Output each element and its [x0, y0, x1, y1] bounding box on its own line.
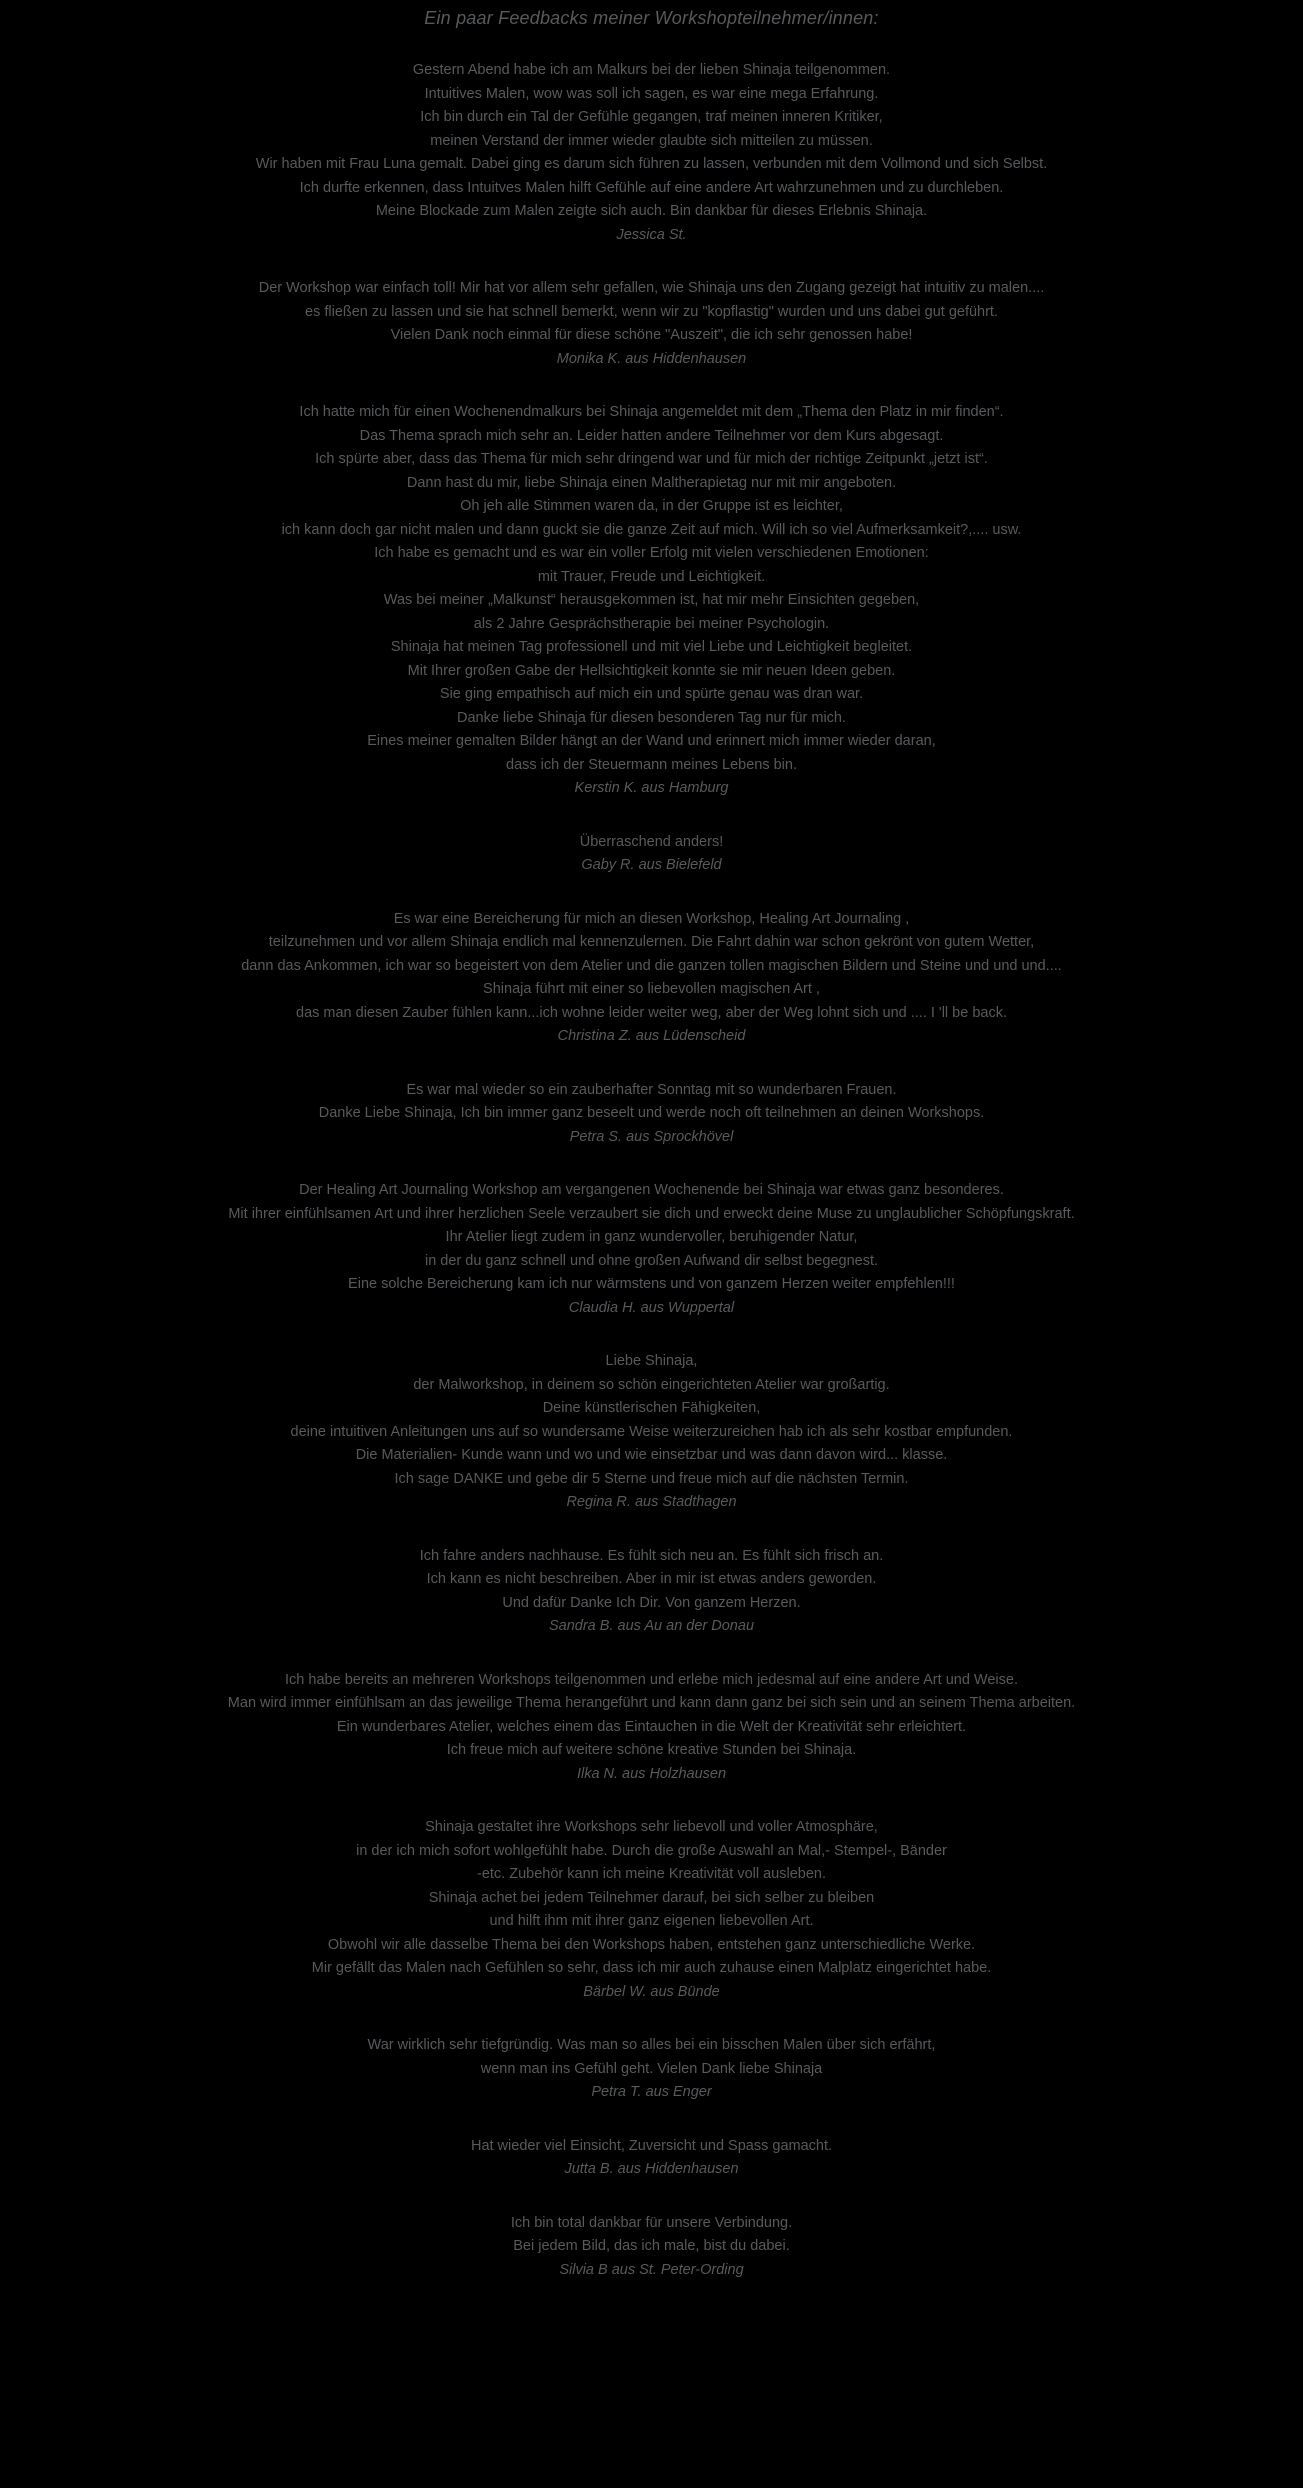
- testimonial-line: Ich habe bereits an mehreren Workshops teilgenommen und erlebe mich jedesmal auf eine andere Art und Weise.: [285, 1671, 1018, 1688]
- testimonial-line: als 2 Jahre Gesprächstherapie bei meiner Psychologin.: [473, 615, 830, 632]
- testimonial-line: Shinaja hat meinen Tag professionell und mit viel Liebe und Leichtigkeit begleitet.: [390, 639, 913, 655]
- testimonial-line: Ich bin durch ein Tal der Gefühle gegangen, traf meinen inneren Kritiker,: [420, 109, 883, 125]
- testimonial-line: Dann hast du mir, liebe Shinaja einen Maltherapietag nur mit mir angeboten.: [406, 474, 897, 491]
- testimonial-line: Mir gefällt das Malen nach Gefühlen so sehr, dass ich mir auch zuhause einen Malplatz eingerichtet habe.: [311, 1960, 992, 1976]
- testimonial-line: Vielen Dank noch einmal für diese schöne "Auszeit", die ich sehr genossen habe!: [390, 327, 913, 343]
- testimonial-line: ich kann doch gar nicht malen und dann guckt sie die ganze Zeit auf mich. Will ich so viel Aufmerksamkeit?,.... usw.: [281, 521, 1022, 538]
- testimonial-line: Und dafür Danke Ich Dir. Von ganzem Herzen.: [502, 1594, 801, 1611]
- testimonial-author: Sandra B. aus Au an der Donau: [548, 1618, 755, 1634]
- testimonial-line: Ich sage DANKE und gebe dir 5 Sterne und freue mich auf die nächsten Termin.: [394, 1470, 909, 1487]
- testimonial-gaby-r: [8, 831, 1295, 878]
- testimonial-line: Danke Liebe Shinaja, Ich bin immer ganz beseelt und werde noch oft teilnehmen an deinen Workshops.: [318, 1105, 985, 1121]
- testimonial-line: Hat wieder viel Einsicht, Zuversicht und Spass gamacht.: [470, 2137, 833, 2154]
- testimonial-line: Man wird immer einfühlsam an das jeweilige Thema herangeführt und kann dann ganz bei sich sein und an seinem Thema arbeiten.: [227, 1695, 1076, 1711]
- testimonial-line: Liebe Shinaja,: [605, 1353, 698, 1369]
- testimonial-regina-r: [8, 1350, 1295, 1515]
- testimonial-line: Meine Blockade zum Malen zeigte sich auch. Bin dankbar für dieses Erlebnis Shinaja.: [375, 203, 928, 219]
- testimonial-line: dass ich der Steuermann meines Lebens bin.: [506, 756, 797, 773]
- testimonial-line: Der Healing Art Journaling Workshop am vergangenen Wochenende bei Shinaja war etwas ganz besonderes.: [299, 1182, 1004, 1198]
- testimonial-line: wenn man ins Gefühl geht. Vielen Dank liebe Shinaja: [480, 2060, 823, 2077]
- testimonial-line: in der ich mich sofort wohlgefühlt habe. Durch die große Auswahl an Mal,- Stempel-, Bänder: [356, 1842, 947, 1859]
- testimonial-monika-k: [8, 277, 1295, 371]
- testimonial-author: Silvia B aus St. Peter-Ording: [559, 2261, 744, 2278]
- testimonial-line: Deine künstlerischen Fähigkeiten,: [542, 1400, 761, 1416]
- testimonial-author: Petra T. aus Enger: [591, 2084, 712, 2100]
- testimonial-author: Ilka N. aus Holzhausen: [576, 1765, 727, 1782]
- testimonial-line: Sie ging empathisch auf mich ein und spürte genau was dran war.: [439, 686, 864, 702]
- testimonial-line: Mit ihrer einfühlsamen Art und ihrer herzlichen Seele verzaubert sie dich und erweckt deine Muse zu unglaublicher Schöpfungskraft.: [228, 1205, 1075, 1222]
- testimonial-sandra-b: [8, 1545, 1295, 1639]
- testimonial-line: Ich kann es nicht beschreiben. Aber in mir ist etwas anders geworden.: [426, 1571, 877, 1587]
- testimonial-author: Bärbel W. aus Bünde: [583, 1983, 720, 2000]
- testimonial-line: Ich hatte mich für einen Wochenendmalkurs bei Shinaja angemeldet mit dem „Thema den Platz in mir finden“.: [299, 404, 1004, 420]
- testimonial-line: der Malworkshop, in deinem so schön eingerichteten Atelier war großartig.: [413, 1376, 890, 1393]
- testimonial-author: Monika K. aus Hiddenhausen: [556, 350, 747, 367]
- testimonial-line: Ich bin total dankbar für unsere Verbindung.: [510, 2214, 793, 2231]
- testimonial-line: Was bei meiner „Malkunst“ herausgekommen ist, hat mir mehr Einsichten gegeben,: [383, 592, 920, 608]
- testimonial-line: in der du ganz schnell und ohne großen Aufwand dir selbst begegnest.: [424, 1252, 879, 1269]
- testimonial-christina-z: [8, 908, 1295, 1049]
- testimonial-line: Ich spürte aber, dass das Thema für mich sehr dringend war und für mich der richtige Zeitpunkt „jetzt ist“.: [315, 451, 988, 467]
- testimonial-line: Es war eine Bereicherung für mich an diesen Workshop, Healing Art Journaling ,: [393, 910, 910, 927]
- testimonial-line: Eines meiner gemalten Bilder hängt an der Wand und erinnert mich immer wieder daran,: [367, 733, 936, 749]
- testimonial-line: Ich habe es gemacht und es war ein voller Erfolg mit vielen verschiedenen Emotionen:: [374, 545, 929, 561]
- testimonial-jutta-b: [8, 2135, 1295, 2182]
- testimonial-list: [0, 59, 1303, 2282]
- testimonial-author: Petra S. aus Sprockhövel: [569, 1128, 734, 1145]
- testimonial-ilka-n: [8, 1669, 1295, 1787]
- testimonial-jessica-st: [8, 59, 1295, 247]
- testimonial-line: Wir haben mit Frau Luna gemalt. Dabei ging es darum sich führen zu lassen, verbunden mit dem Vollmond und sich Selbst.: [255, 156, 1048, 172]
- testimonial-petra-s: [8, 1079, 1295, 1150]
- testimonial-line: Gestern Abend habe ich am Malkurs bei der lieben Shinaja teilgenommen.: [412, 62, 891, 78]
- testimonial-line: Shinaja achet bei jedem Teilnehmer darauf, bei sich selber zu bleiben: [428, 1889, 875, 1906]
- testimonial-author: Jessica St.: [616, 226, 687, 243]
- testimonial-line: Ich fahre anders nachhause. Es fühlt sich neu an. Es fühlt sich frisch an.: [419, 1547, 884, 1564]
- testimonial-line: Danke liebe Shinaja für diesen besonderen Tag nur für mich.: [456, 709, 847, 726]
- testimonial-line: deine intuitiven Anleitungen uns auf so wundersame Weise weiterzureichen hab ich als sehr kostbar empfunden.: [290, 1423, 1013, 1440]
- testimonial-line: und hilft ihm mit ihrer ganz eigenen liebevollen Art.: [489, 1913, 814, 1929]
- testimonial-silvia-b: [8, 2212, 1295, 2283]
- testimonial-line: Überraschend anders!: [579, 833, 724, 850]
- testimonial-line: Ein wunderbares Atelier, welches einem das Eintauchen in die Welt der Kreativität sehr erleichtert.: [336, 1718, 967, 1735]
- testimonial-author: Gaby R. aus Bielefeld: [581, 857, 722, 873]
- testimonial-author: Christina Z. aus Lüdenscheid: [557, 1028, 746, 1044]
- testimonial-line: es fließen zu lassen und sie hat schnell bemerkt, wenn wir zu "kopflastig" wurden und uns dabei gut geführt.: [305, 303, 998, 320]
- testimonial-line: Das Thema sprach mich sehr an. Leider hatten andere Teilnehmer vor dem Kurs abgesagt.: [359, 427, 944, 444]
- testimonial-line: Oh jeh alle Stimmen waren da, in der Gruppe ist es leichter,: [460, 498, 843, 514]
- testimonial-line: Ich durfte erkennen, dass Intuitves Malen hilft Gefühle auf eine andere Art wahrzunehmen und zu durchleben.: [299, 179, 1004, 196]
- testimonial-line: Shinaja gestaltet ihre Workshops sehr liebevoll und voller Atmosphäre,: [425, 1819, 878, 1835]
- page-title: Ein paar Feedbacks meiner Workshopteilnehmer/innen:: [424, 8, 879, 28]
- testimonial-claudia-h: [8, 1179, 1295, 1320]
- testimonial-author: Regina R. aus Stadthagen: [566, 1494, 737, 1510]
- testimonial-line: War wirklich sehr tiefgründig. Was man so alles bei ein bisschen Malen über sich erfährt,: [367, 2037, 936, 2053]
- testimonial-line: Ihr Atelier liegt zudem in ganz wundervoller, beruhigender Natur,: [445, 1229, 858, 1245]
- testimonial-petra-t: [8, 2034, 1295, 2105]
- testimonial-line: Eine solche Bereicherung kam ich nur wärmstens und von ganzem Herzen weiter empfehlen!!!: [348, 1276, 955, 1292]
- testimonial-line: Die Materialien- Kunde wann und wo und wie einsetzbar und was dann davon wird... klasse.: [355, 1447, 948, 1463]
- testimonial-author: Claudia H. aus Wuppertal: [568, 1299, 735, 1316]
- testimonial-line: mit Trauer, Freude und Leichtigkeit.: [537, 568, 766, 585]
- testimonial-line: -etc. Zubehör kann ich meine Kreativität voll ausleben.: [477, 1866, 826, 1882]
- testimonial-line: Der Workshop war einfach toll! Mir hat vor allem sehr gefallen, wie Shinaja uns den Zugang gezeigt hat intuitiv zu malen....: [258, 280, 1045, 296]
- testimonial-line: dann das Ankommen, ich war so begeistert von dem Atelier und die ganzen tollen magischen Bildern und Steine und und und....: [241, 957, 1062, 974]
- testimonial-line: Intuitives Malen, wow was soll ich sagen, es war eine mega Erfahrung.: [424, 85, 879, 102]
- testimonial-line: Es war mal wieder so ein zauberhafter Sonntag mit so wunderbaren Frauen.: [406, 1081, 897, 1098]
- testimonial-author: Kerstin K. aus Hamburg: [574, 780, 729, 796]
- testimonial-line: meinen Verstand der immer wieder glaubte sich mitteilen zu müssen.: [430, 132, 873, 149]
- testimonial-kerstin-k: [8, 401, 1295, 801]
- testimonial-line: teilzunehmen und vor allem Shinaja endlich mal kennenzulernen. Die Fahrt dahin war schon gekrönt von gutem Wetter,: [268, 934, 1035, 950]
- testimonial-author: Jutta B. aus Hiddenhausen: [564, 2161, 739, 2177]
- testimonial-line: Ich freue mich auf weitere schöne kreative Stunden bei Shinaja.: [446, 1742, 857, 1758]
- testimonial-line: Bei jedem Bild, das ich male, bist du dabei.: [513, 2238, 790, 2254]
- testimonial-line: das man diesen Zauber fühlen kann...ich wohne leider weiter weg, aber der Weg lohnt sich und .... I 'll be back.: [296, 1004, 1007, 1021]
- testimonial-line: Obwohl wir alle dasselbe Thema bei den Workshops haben, entstehen ganz unterschiedliche Werke.: [327, 1936, 976, 1953]
- testimonial-line: Shinaja führt mit einer so liebevollen magischen Art ,: [483, 981, 820, 997]
- testimonial-line: Mit Ihrer großen Gabe der Hellsichtigkeit konnte sie mir neuen Ideen geben.: [407, 662, 896, 679]
- testimonial-baerbel-w: [8, 1816, 1295, 2004]
